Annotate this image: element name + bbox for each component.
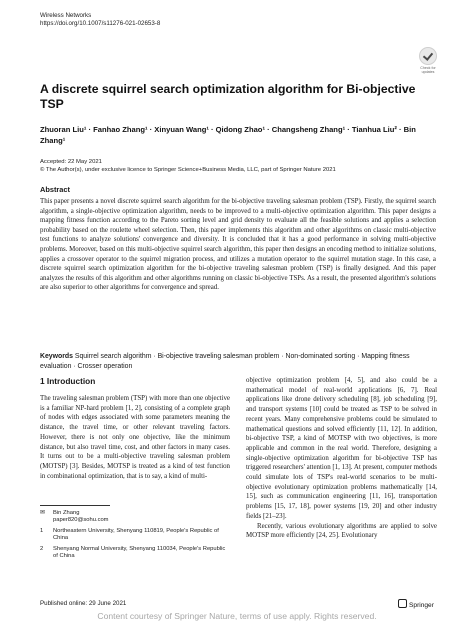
copyright-line: © The Author(s), under exclusive licence to Springer Science+Business Media, LLC, part of Springer Nature 2021 — [40, 167, 336, 173]
affiliation-2-mark: 2 — [40, 545, 44, 552]
paper-title: A discrete squirrel search optimization algorithm for Bi-objective TSP — [40, 82, 416, 111]
publisher-logo — [398, 599, 434, 609]
keywords-label: Keywords — [40, 353, 73, 360]
intro-paragraph-continued: objective optimization problem [4, 5], and also could be a mathematical model of real-world applications [6, 7]. Real applications like drone delivery scheduling [8], job scheduling [9], and transport systems [10] could be treated as TSP to be solved in recent years. Many comprehensive problems could be simulated to mathematical questions and solved efficiently [11, 12]. In addition, bi-objective TSP, a kind of MOTSP with two objectives, is more applicable and common in the real world. Therefore, designing a single-objective optimization algorithm for bi-objective TSP has triggered researchers' attention [1, 13]. At present, computer methods could simulate lots of TSP's real-world scenarios to be multi-objective evolutionary optimization problems mathematically [14, 15], such as communication engineering [11, 16], transportation problems [15, 17, 18], power systems [19, 20] and other industry fields [21–23]. — [246, 377, 437, 520]
footnotes — [40, 510, 230, 563]
corresponding-author — [40, 510, 230, 525]
footnote-divider — [40, 505, 110, 506]
courtesy-notice: Content courtesy of Springer Nature, terms of use apply. Rights reserved. — [97, 611, 377, 621]
published-date: Published online: 29 June 2021 — [40, 600, 127, 607]
affiliation-1 — [40, 528, 230, 543]
affiliation-1-mark: 1 — [40, 527, 44, 534]
author-list: Zhuoran Liu¹ · Fanhao Zhang¹ · Xinyuan Wang¹ · Qidong Zhao¹ · Changsheng Zhang¹ · Tianhua Liu² · Bin Zhang¹ — [40, 125, 416, 145]
corresponding-name: Bin Zhang — [53, 510, 80, 516]
abstract-heading: Abstract — [40, 185, 70, 194]
doi-link[interactable]: https://doi.org/10.1007/s11276-021-02653-8 — [40, 20, 161, 27]
article-meta — [40, 158, 336, 174]
check-for-updates-badge[interactable] — [417, 47, 439, 74]
keywords — [40, 352, 436, 371]
corresponding-email[interactable]: paper820@sohu.com — [53, 517, 109, 524]
affiliation-1-text: Northeastern University, Shenyang 110819, People's Republic of China — [53, 527, 219, 542]
section-heading: 1 Introduction — [40, 376, 96, 386]
check-badge-label: Check for updates — [420, 66, 436, 74]
intro-paragraph-2: Recently, various evolutionary algorithms are applied to solve MOTSP more efficiently [24, 25]. Evolutionary — [246, 522, 437, 540]
keywords-list: Squirrel search algorithm · Bi-objective traveling salesman problem · Non-dominated sorting · Mapping fitness evaluation · Crosser operation — [40, 353, 410, 370]
journal-name: Wireless Networks — [40, 12, 92, 19]
abstract-text: This paper presents a novel discrete squirrel search algorithm for the bi-objective traveling salesman problem (TSP). Firstly, the squirrel search algorithm, a single-objective optimization algorithm, needs to be improved to a multi-objective optimization algorithm. This paper designs a mapping fitness function according to the Pareto sorting level and grid density to evaluate all the feasible solutions and applies a selection probability based on the roulette wheel selection. Then, this paper implements this algorithm and other algorithms on classic multi-objective test functions to analyze solutions' convergence and diversity. It is concluded that it has a good performance in solving multi-objective problems. Moreover, based on this multi-objective squirrel search algorithm, this paper then designs an encoding method to initialize solutions, applies a crossover operator to the squirrel migration process, and utilizes a mutation operator to the squirrel mutation stage. In this case, a discrete squirrel search optimization algorithm for the bi-objective traveling salesman problem (TSP) is finally designed. And this paper analyzes the results of this algorithm and other algorithms running on classic bi-objective TSPs. As a result, the presented algorithm's solutions are also superior to other algorithms for convergence and spread. — [40, 198, 436, 292]
envelope-icon: ✉ — [40, 510, 45, 516]
intro-paragraph: The traveling salesman problem (TSP) with more than one objective is a familiar NP-hard problem [1, 2], consisting of a complete graph of nodes with edges associated with some parameters meaning the distance, the travel time, or other relevant traveling factors. However, there is not only one objective, like the minimum distance, but also travel time, cost, and other factors in many cases. It turns out to be a multi-objective traveling salesman problem (MOTSP) [3]. Besides, MOTSP is treated as a kind of test function in combinational optimization, that is to say, a kind of multi- — [40, 395, 230, 480]
left-column — [40, 394, 230, 481]
affiliation-2-text: Shenyang Normal University, Shenyang 110034, People's Republic of China — [53, 545, 226, 560]
checkmark-icon — [419, 47, 437, 65]
springer-horse-icon — [398, 599, 407, 608]
right-column — [246, 376, 437, 541]
journal-header — [40, 12, 160, 28]
accepted-date: Accepted: 22 May 2021 — [40, 159, 102, 165]
publisher-name: Springer — [409, 602, 434, 609]
affiliation-2 — [40, 546, 230, 561]
